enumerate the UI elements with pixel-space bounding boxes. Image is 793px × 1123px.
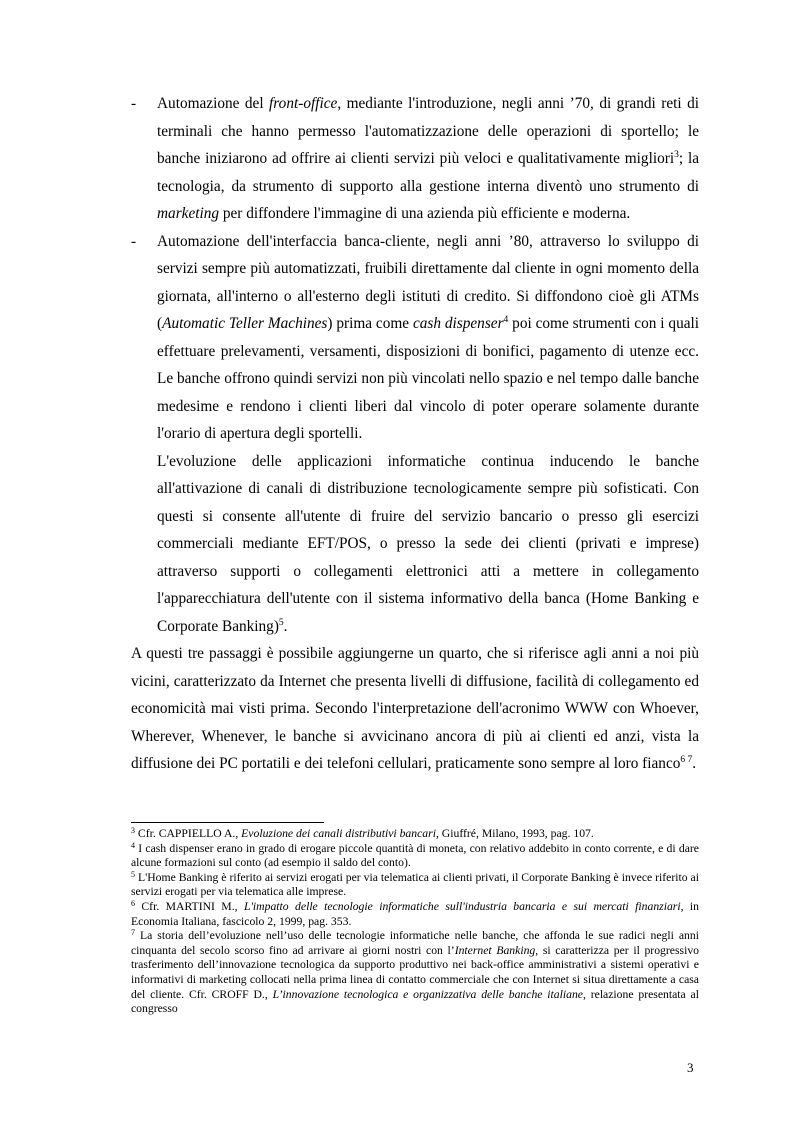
main-text (131, 90, 699, 778)
footnote-6: $^6$ Cfr. MARTINI M., L'impatto delle tecnologie informatiche sull'industria bancaria e sui mercati finanziari, in Economia Italiana, fascicolo 2, 1999, pag. 353. (131, 898, 700, 928)
footnote-ref-3[interactable]: 3 (674, 150, 679, 160)
footnote-3: $^3$ Cfr. CAPPIELLO A., Evoluzione dei canali distributivi bancari, Giuffré, Milano, 1993, pag. 107. (131, 826, 594, 840)
closing-paragraph: A questi tre passaggi è possibile aggiungerne un quarto, che si riferisce agli anni a noi più vicini, caratterizzato da Internet che presenta livelli di diffusione, facilità di collegamento ed economicità mai visti prima. Secondo l'interpretazione dell'acronimo WWW con Whoever, Wherever, Whenever, le banche si avvicinano ancora di più ai clienti ed anzi, vista la diffusione dei PC portatili e dei telefoni cellulari, praticamente sono sempre al loro fianco$^{6 7}$. (131, 645, 699, 772)
bullet-item-interfaccia: - Automazione dell'interfaccia banca-cliente, negli anni ’80, attraverso lo sviluppo di servizi sempre più automatizzati, fruibili direttamente dal cliente in ogni momento della giornata, all'interno o all'esterno degli istituti di credito. Si diffondono cioè gli ATMs (Automatic Teller Machines) prima come cash dispenser$^4$ poi come strumenti con i quali effettuare prelevamenti, versamenti, disposizioni di bonifici, pagamento di utenze ecc. Le banche offrono quindi servizi non più vincolati nello spazio e nel tempo dalle banche medesime e rendono i clienti liberi dal vincolo di poter operare solamente durante l'orario di apertura degli sportelli. (131, 228, 699, 448)
bullet-dash: - (131, 232, 137, 250)
bullet-item-front-office: - Automazione del front-office, mediante l'introduzione, negli anni ’70, di grandi reti di terminali che hanno permesso l'automatizzazione delle operazioni di sportello; le banche iniziarono ad offrire ai clienti servizi più veloci e qualitativamente migliori$^3$; la tecnologia, da strumento di supporto alla gestione interna diventò uno strumento di marketing per diffondere l'immagine di una azienda più efficiente e moderna. (131, 90, 699, 228)
footnote-ref-4[interactable]: 4 (503, 315, 509, 325)
footnote-ref-5[interactable]: 5 (278, 617, 284, 628)
footnote-separator (131, 822, 324, 823)
footnote-4: $^4$ I cash dispenser erano in grado di erogare piccole quantità di moneta, con relativo addebito in conto corrente, e di dare alcune formazioni sul conto (ad esempio il saldo del conto). (131, 840, 699, 870)
footnote-ref-6-7[interactable]: 6 7 (680, 755, 693, 765)
footnotes (131, 827, 699, 1017)
footnote-7: $^7$ La storia dell’evoluzione nell’uso delle tecnologie informatiche nelle banche, che affonda le sue radici negli anni cinquanta del secolo scorso fino ad arrivare ai giorni nostri con l’Internet Banking, si caratterizza per il progressivo trasferimento dell’innovazione tecnologica da supporto produttivo nei back-office amministrativi a sistemi operativi e informativi di marketing collocati nella prima linea di contatto commerciale che con Internet si situa direttamente a casa del cliente. Cfr. CROFF D., L’innovazione tecnologica e organizzativa delle banche italiane, relazione presentata al congresso (131, 928, 700, 1016)
indented-paragraph: L'evoluzione delle applicazioni informatiche continua inducendo le banche all'attivazione di canali di distribuzione tecnologicamente sempre più sofisticati. Con questi si consente all'utente di fruire del servizio bancario o presso gli esercizi commerciali mediante EFT/POS, o presso la sede dei clienti (privati e imprese) attraverso supporti o collegamenti elettronici atti a mettere in collegamento l'apparecchiatura dell'utente con il sistema informativo della banca (Home Banking e Corporate Banking)$^5$. (157, 452, 699, 635)
page-number: 3 (687, 1060, 694, 1075)
bullet-dash: - (131, 95, 137, 112)
footnote-5: $^5$ L'Home Banking è riferito ai servizi erogati per via telematica ai clienti privati, il Corporate Banking è invece riferito ai servizi erogati per via telematica alle imprese. (131, 869, 699, 899)
